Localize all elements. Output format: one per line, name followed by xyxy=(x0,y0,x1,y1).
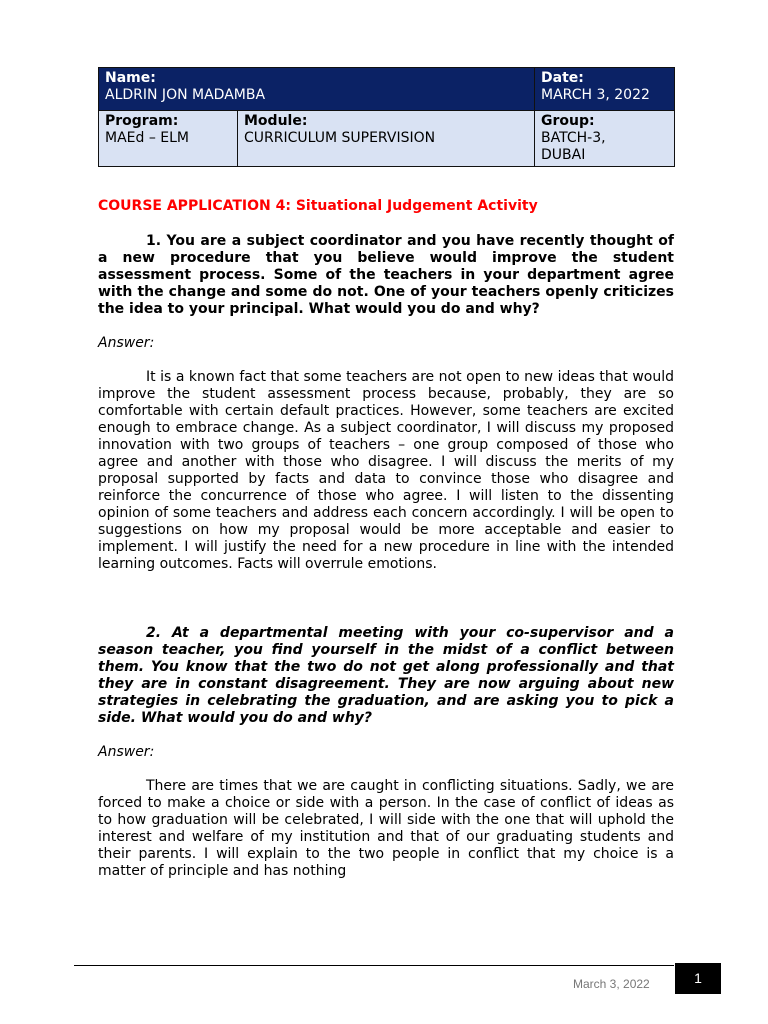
group-value-line1: BATCH-3, xyxy=(541,130,606,146)
group-value-line2: DUBAI xyxy=(541,147,586,163)
header-table xyxy=(98,67,675,167)
question-1: 1. You are a subject coordinator and you have recently thought of a new procedure that you believe would improve the student assessment process. Some of the teachers in your department agree with the change and some do not. One of your teachers openly criticizes the idea to your principal. What would you do and why? xyxy=(98,233,674,317)
answer-label-2: Answer: xyxy=(98,744,155,760)
name-cell xyxy=(99,68,535,111)
answer-2: There are times that we are caught in conflicting situations. Sadly, we are forced to make a choice or side with a person. In the case of conflict of ideas as to how graduation will be celebrated, I will side with the one that will uphold the interest and welfare of my institution and that of our graduating students and their parents. I will explain to the two people in conflict that my choice is a matter of principle and has nothing xyxy=(98,778,674,879)
name-value: ALDRIN JON MADAMBA xyxy=(105,87,266,103)
group-label: Group: xyxy=(541,113,595,129)
page-number: 1 xyxy=(675,963,721,994)
program-label: Program: xyxy=(105,113,179,129)
module-cell xyxy=(238,111,535,167)
course-title: COURSE APPLICATION 4: Situational Judgement Activity xyxy=(98,198,538,214)
group-cell xyxy=(535,111,675,167)
module-label: Module: xyxy=(244,113,308,129)
name-label: Name: xyxy=(105,70,156,86)
question-2: 2. At a departmental meeting with your co-supervisor and a season teacher, you find yourself in the midst of a conflict between them. You know that the two do not get along professionally and that they are in constant disagreement. They are now arguing about new strategies in celebrating the graduation, and are asking you to pick a side. What would you do and why? xyxy=(98,625,674,726)
program-cell xyxy=(99,111,238,167)
module-value: CURRICULUM SUPERVISION xyxy=(244,130,436,146)
date-value: MARCH 3, 2022 xyxy=(541,87,650,103)
document-body xyxy=(98,198,674,880)
date-label: Date: xyxy=(541,70,584,86)
answer-label-1: Answer: xyxy=(98,335,155,351)
section-spacer xyxy=(98,573,674,625)
footer-date: March 3, 2022 xyxy=(573,977,650,991)
answer-1: It is a known fact that some teachers are not open to new ideas that would improve the student assessment process because, probably, they are so comfortable with certain default practices. However, some teachers are excited enough to embrace change. As a subject coordinator, I will discuss my proposed innovation with two groups of teachers – one group composed of those who agree and another with those who disagree. I will discuss the merits of my proposal supported by facts and data to convince those who disagree and reinforce the concurrence of those who agree. I will listen to the dissenting opinion of some teachers and address each concern accordingly. I will be open to suggestions on how my proposal would be more acceptable and easier to implement. I will justify the need for a new procedure in line with the intended learning outcomes. Facts will overrule emotions. xyxy=(98,369,674,572)
date-cell xyxy=(535,68,675,111)
footer-divider xyxy=(74,965,674,966)
program-value: MAEd – ELM xyxy=(105,130,190,146)
